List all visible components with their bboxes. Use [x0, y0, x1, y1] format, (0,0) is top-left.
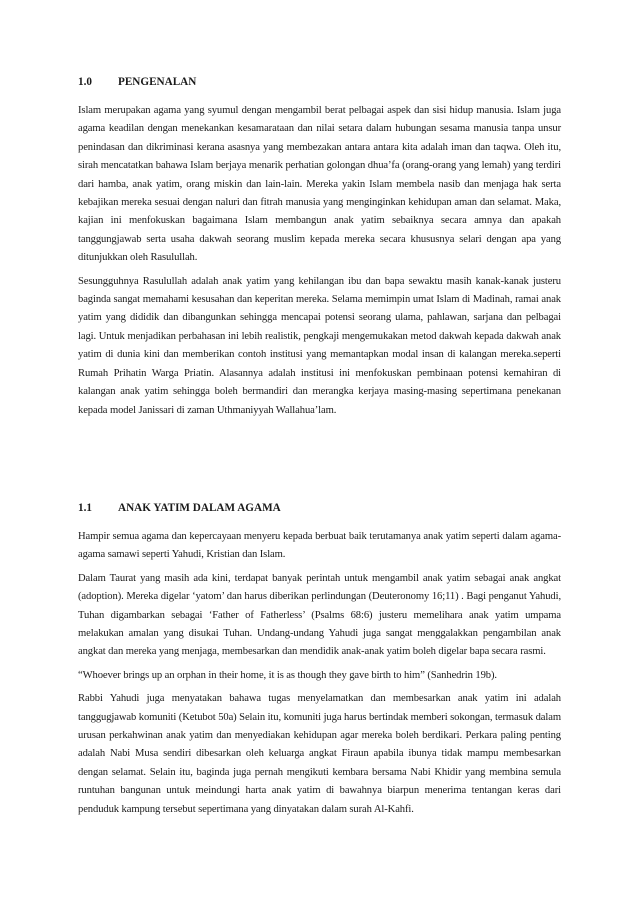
- section-heading-intro: [78, 74, 561, 90]
- section-number: 1.0: [78, 76, 92, 88]
- religion-paragraph-3: Rabbi Yahudi juga menyatakan bahawa tugas menyelamatkan dan membesarkan anak yatim ini adalah tanggugjawab komuniti (Ketubot 50a) Selain itu, komuniti juga harus bertindak memberi sokongan, termasuk dalam urusan perkahwinan anak yatim dan menyediakan kehidupan agar mereka boleh berdikari. Perkara paling penting adalah Nabi Musa sendiri dibesarkan oleh keluarga angkat Firaun apabila ibunya tidak mampu membesarkan dengan selamat. Selain itu, baginda juga pernah mengikuti kembara bersama Nabi Khidir yang membina semula runtuhan bangunan untuk meindungi harta anak yatim di bawahnya biarpun menerima tentangan keras dari penduduk kampung tersebut sepertimana yang dinyatakan dalam surah Al-Kahfi.: [78, 693, 561, 815]
- section-number: 1.1: [78, 501, 92, 514]
- intro-paragraph-1: Islam merupakan agama yang syumul dengan mengambil berat pelbagai aspek dan sisi hidup manusia. Islam juga agama keadilan dengan menekankan kesamarataan dan nilai setara dalam hubungan sesama manusia tanpa unsur penindasan dan dikriminasi kerana asasnya yang membezakan antara antara kita adalah iman dan taqwa. Oleh itu, sirah mencatatkan bahawa Islam berjaya menarik perhatian golongan dhua’fa (orang-orang yang lemah) yang terdiri dari hamba, anak yatim, orang miskin dan lain-lain. Mereka yakin Islam membela nasib dan menjaga hak serta kebajikan mereka sesuai dengan naluri dan fitrah manusia yang menginginkan kehidupan aman dan selamat. Maka, kajian ini menfokuskan bagaimana Islam membangun anak yatim sebaiknya secara amnya dan apakah tanggungjawab serta usaha dakwah seorang muslim kepada mereka secara khususnya selari dengan apa yang ditunjukkan oleh Rasulullah.: [78, 105, 561, 264]
- section-heading-religion: [78, 500, 561, 516]
- religion-paragraph-2: Dalam Taurat yang masih ada kini, terdapat banyak perintah untuk mengambil anak yatim sebagai anak angkat (adoption). Mereka digelar ‘yatom’ dan harus diberikan perlindungan (Deuteronomy 16;11) . Bagi penganut Yahudi, Tuhan digambarkan sebagai ‘Father of Fatherless’ (Psalms 68:6) justeru memelihara anak yatim umpama melakukan amalan yang disukai Tuhan. Undang-undang Yahudi juga sangat menggalakkan pengambilan anak angkat dan mereka yang menjaga, membesarkan dan mendidik anak-anak yatim boleh digelar bapa secara rasmi.: [78, 572, 561, 658]
- section-spacer: [78, 425, 561, 500]
- intro-paragraph-2: Sesungguhnya Rasulullah adalah anak yatim yang kehilangan ibu dan bapa sewaktu masih kanak-kanak justeru baginda sangat memahami kesusahan dan keperitan mereka. Selama memimpin umat Islam di Madinah, ramai anak yatim yang dididik dan dibangunkan sehingga mencapai potensi seorang ulama, pahlawan, sarjana dan pelbagai lagi. Untuk menjadikan perbahasan ini lebih realistik, pengkaji mengemukakan metod dakwah kepada dakwah anak yatim di dunia kini dan memberikan contoh institusi yang memantapkan modal insan di kalangan mereka.seperti Rumah Prihatin Warga Priatin. Alasannya adalah institusi ini menfokuskan pembinaan potensi kemahiran di kalangan anak yatim sehingga boleh bermandiri dan merangka kerjaya masing-masing sepertimana penekanan kepada model Janissari di zaman Uthmaniyyah Wallahua’lam.: [78, 275, 561, 416]
- document-page: [78, 74, 561, 824]
- religion-quote: “Whoever brings up an orphan in their home, it is as though they gave birth to him” (Sanhedrin 19b).: [78, 669, 497, 681]
- religion-paragraph-1: Hampir semua agama dan kepercayaan menyeru kepada berbuat baik terutamanya anak yatim seperti dalam agama-agama samawi seperti Yahudi, Kristian dan Islam.: [78, 530, 561, 561]
- section-title: ANAK YATIM DALAM AGAMA: [118, 501, 281, 514]
- section-title: PENGENALAN: [118, 76, 197, 88]
